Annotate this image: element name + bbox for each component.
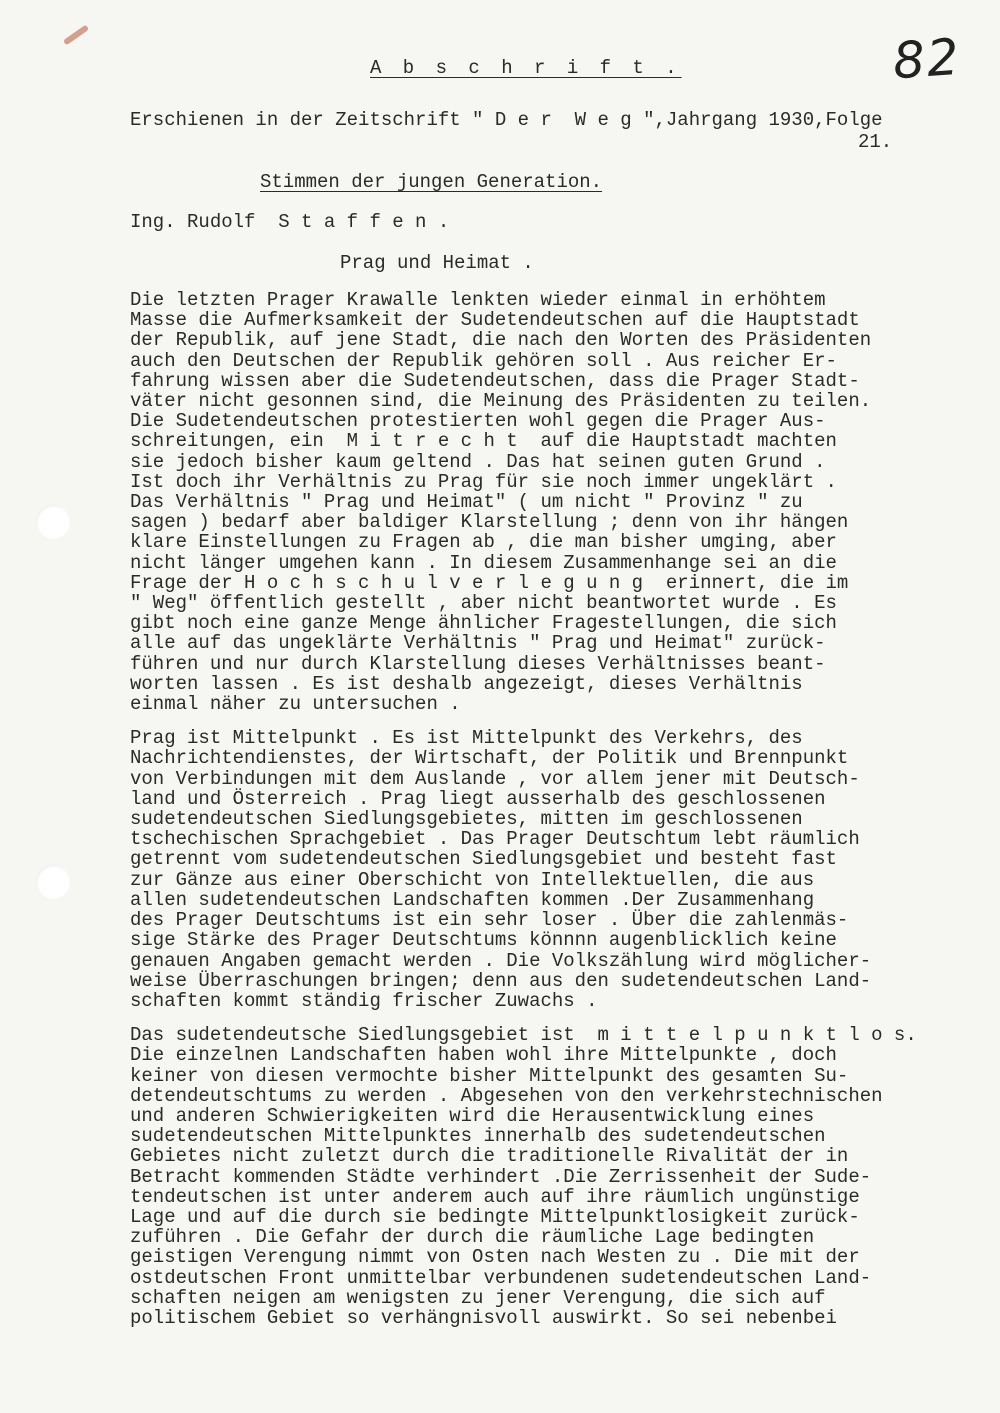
text-line: land und Österreich . Prag liegt ausserhalb des geschlossenen — [130, 787, 826, 810]
text-line: auch den Deutschen der Republik gehören soll . Aus reicher Er- — [130, 349, 837, 372]
text-line: Nachrichtendienstes, der Wirtschaft, der Politik und Brennpunkt — [130, 747, 849, 770]
text-line: getrennt vom sudetendeutschen Siedlungsgebiet und besteht fast — [130, 848, 837, 871]
text-line: fahrung wissen aber die Sudetendeutschen, dass die Prager Stadt- — [130, 369, 860, 392]
text-line: schaften kommt ständig frischer Zuwachs . — [130, 989, 598, 1012]
text-line: genauen Angaben gemacht werden . Die Volkszählung wird möglicher- — [130, 949, 872, 972]
punch-hole — [36, 505, 70, 539]
text-line: keiner von diesen vermochte bisher Mittelpunkt des gesamten Su- — [130, 1064, 849, 1087]
paragraph — [130, 290, 950, 714]
text-line: tendeutschen ist unter anderem auch auf ihre räumlich ungünstige — [130, 1185, 860, 1208]
text-line: detendeutschtums zu werden . Abgesehen von den verkehrstechnischen — [130, 1084, 883, 1107]
red-pencil-mark — [63, 25, 89, 46]
section-subtitle: Stimmen der jungen Generation. — [260, 171, 603, 193]
text-line: Ist doch ihr Verhältnis zu Prag für sie noch immer ungeklärt . — [130, 470, 837, 493]
text-line: politischem Gebiet so verhängnisvoll auswirkt. So sei nebenbei — [130, 1306, 837, 1329]
text-line: der Republik, auf jene Stadt, die nach den Worten des Präsidenten — [130, 329, 872, 352]
text-line: " Weg" öffentlich gestellt , aber nicht beantwortet wurde . Es — [130, 592, 837, 615]
paragraph — [130, 728, 950, 1011]
text-line: gibt noch eine ganze Menge ähnlicher Fragestellungen, die sich — [130, 612, 837, 635]
text-line: Lage und auf die durch sie bedingte Mittelpunktlosigkeit zurück- — [130, 1205, 860, 1228]
document-title: A b s c h r i f t . — [370, 57, 682, 79]
text-line: führen und nur durch Klarstellung dieses Verhältnisses beant- — [130, 652, 826, 675]
text-line: sie jedoch bisher kaum geltend . Das hat seinen guten Grund . — [130, 450, 826, 473]
article-title: Prag und Heimat . — [340, 252, 534, 274]
text-line: allen sudetendeutschen Landschaften kommen .Der Zusammenhang — [130, 888, 815, 911]
text-line: Die letzten Prager Krawalle lenkten wieder einmal in erhöhtem — [130, 289, 826, 311]
text-line: schreitungen, ein M i t r e c h t auf die Hauptstadt machten — [130, 430, 837, 453]
text-line: väter nicht gesonnen sind, die Meinung des Präsidenten zu teilen. — [130, 390, 872, 413]
text-line: Betracht kommenden Städte verhindert .Die Zerrissenheit der Sude- — [130, 1165, 872, 1188]
text-line: Frage der H o c h s c h u l v e r l e g u n g erinnert, die im — [130, 571, 849, 594]
text-line: und anderen Schwierigkeiten wird die Herausentwicklung eines — [130, 1104, 815, 1127]
text-line: geistigen Verengung nimmt von Osten nach Westen zu . Die mit der — [130, 1246, 860, 1269]
text-line: schaften neigen am wenigsten zu jener Verengung, die sich auf — [130, 1286, 826, 1309]
text-line: tschechischen Sprachgebiet . Das Prager Deutschtum lebt räumlich — [130, 828, 860, 851]
publication-issue: 21. — [858, 131, 893, 153]
text-line: nicht länger umgehen kann . In diesem Zusammenhange sei an die — [130, 551, 837, 574]
text-line: sige Stärke des Prager Deutschtums könnnn augenblicklich keine — [130, 929, 837, 952]
text-line: zuführen . Die Gefahr der durch die räumliche Lage bedingten — [130, 1226, 815, 1249]
publication-line: Erschienen in der Zeitschrift " D e r W e g ",Jahrgang 1930,Folge — [130, 109, 883, 131]
text-line: zur Gänze aus einer Oberschicht von Intellektuellen, die aus — [130, 868, 815, 891]
text-line: klare Einstellungen zu Fragen ab , die man bisher umging, aber — [130, 531, 837, 554]
text-line: Die einzelnen Landschaften haben wohl ihre Mittelpunkte , doch — [130, 1044, 837, 1067]
handwritten-page-number: 82 — [891, 27, 963, 91]
text-line: Masse die Aufmerksamkeit der Sudetendeutschen auf die Hauptstadt — [130, 309, 860, 332]
text-line: Gebietes nicht zuletzt durch die traditionelle Rivalität der in — [130, 1145, 849, 1168]
paragraph — [130, 1025, 950, 1328]
author-line: Ing. Rudolf S t a f f e n . — [130, 211, 450, 233]
text-line: Das Verhältnis " Prag und Heimat" ( um nicht " Provinz " zu — [130, 491, 803, 514]
text-line: Die Sudetendeutschen protestierten wohl gegen die Prager Aus- — [130, 410, 826, 433]
text-line: ostdeutschen Front unmittelbar verbundenen sudetendeutschen Land- — [130, 1266, 872, 1289]
text-line: sudetendeutschen Siedlungsgebietes, mitten im geschlossenen — [130, 808, 803, 831]
text-line: Das sudetendeutsche Siedlungsgebiet ist m i t t e l p u n k t l o s. — [130, 1024, 917, 1047]
text-line: alle auf das ungeklärte Verhältnis " Prag und Heimat" zurück- — [130, 632, 826, 655]
punch-hole — [36, 865, 70, 899]
text-line: Prag ist Mittelpunkt . Es ist Mittelpunkt des Verkehrs, des — [130, 727, 803, 750]
text-line: einmal näher zu untersuchen . — [130, 693, 461, 716]
text-line: sudetendeutschen Mittelpunktes innerhalb des sudetendeutschen — [130, 1125, 826, 1148]
text-line: worten lassen . Es ist deshalb angezeigt, dieses Verhältnis — [130, 672, 803, 695]
text-line: sagen ) bedarf aber baldiger Klarstellung ; denn von ihr hängen — [130, 511, 849, 534]
text-line: weise Überraschungen bringen; denn aus den sudetendeutschen Land- — [130, 969, 872, 992]
text-line: von Verbindungen mit dem Auslande , vor allem jener mit Deutsch- — [130, 767, 860, 790]
text-line: des Prager Deutschtums ist ein sehr loser . Über die zahlenmäs- — [130, 909, 849, 932]
article-body — [130, 290, 950, 1342]
